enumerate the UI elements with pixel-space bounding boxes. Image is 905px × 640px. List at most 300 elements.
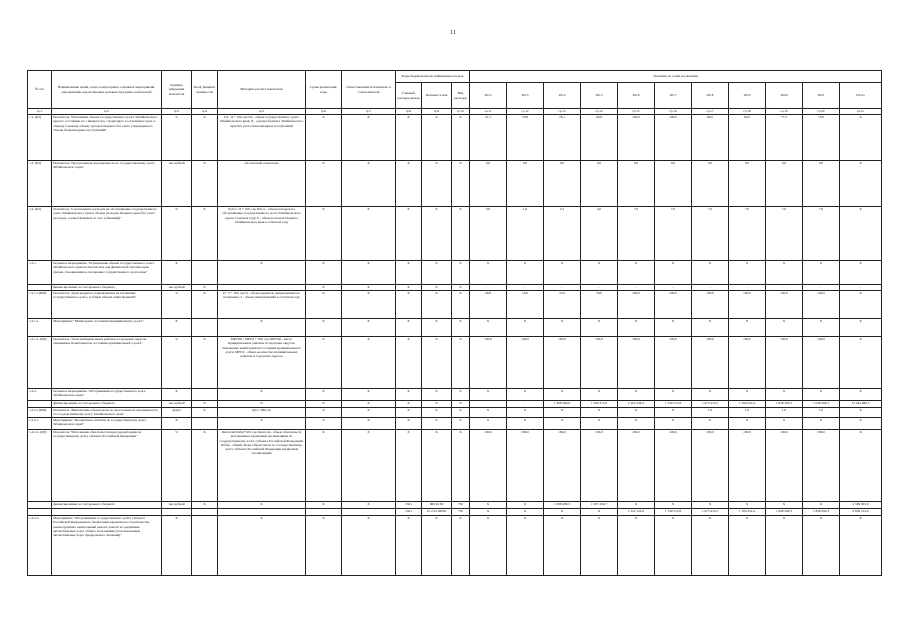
row-value: 100,0 bbox=[729, 337, 766, 389]
row-value: 64,0 bbox=[729, 115, 766, 161]
row-value: 100,0 bbox=[618, 430, 655, 502]
row-value: Х bbox=[692, 261, 729, 285]
row-years: Х bbox=[306, 207, 342, 261]
row-executor: Х bbox=[342, 401, 396, 408]
row-value: Х bbox=[692, 516, 729, 576]
row-code-type: Х bbox=[452, 319, 470, 337]
row-number: 1.1-1(П) bbox=[28, 115, 52, 161]
row-value: Х bbox=[581, 261, 618, 285]
row-value: Х bbox=[507, 261, 544, 285]
column-index: гр.5 bbox=[218, 109, 306, 115]
row-method: МРГОм / МРГО * 100, где МРГОм - число муниципальных районов и городских округов, охваченных мониторингом состояния муниципального долга; МРГО - общее количество муниципальных районов и городских округов bbox=[218, 337, 306, 389]
row-code-target: Х bbox=[422, 337, 452, 389]
row-value: 100,0 bbox=[766, 337, 803, 389]
row-number: 1.2.1-1(ПМ) bbox=[28, 291, 52, 319]
row-value: Х bbox=[655, 389, 692, 401]
table-row bbox=[28, 319, 882, 337]
row-value: Х bbox=[840, 115, 882, 161]
row-value: - bbox=[655, 285, 692, 291]
row-code-target: Х bbox=[422, 161, 452, 207]
row-value: 100,0 bbox=[766, 291, 803, 319]
row-value: Х bbox=[507, 389, 544, 401]
row-executor: Х bbox=[342, 261, 396, 285]
row-years: Х bbox=[306, 161, 342, 207]
table-row bbox=[28, 418, 882, 430]
row-value: Х bbox=[655, 516, 692, 576]
row-code-type: Х bbox=[452, 337, 470, 389]
row-method: Х bbox=[218, 502, 306, 509]
row-unit: тыс.рублей bbox=[162, 161, 192, 207]
row-value: 75,0 bbox=[803, 115, 840, 161]
row-value: Х bbox=[729, 502, 766, 509]
table-row bbox=[28, 161, 882, 207]
row-coef: Х bbox=[192, 161, 218, 207]
row-code-type: Х bbox=[452, 161, 470, 207]
row-name: Показатель "Соотношение расходов на обслуживание государственного долга Забайкальского края к объему расходов бюджета края (без учета расходов, осуществляемых за счет субвенций)" bbox=[52, 207, 162, 261]
row-value: 0,0 bbox=[618, 161, 655, 207]
row-coef: Х bbox=[192, 285, 218, 291]
row-number: 1.2.2.1-1(М) bbox=[28, 430, 52, 502]
row-name bbox=[52, 509, 162, 516]
row-value: 100,0 bbox=[618, 337, 655, 389]
row-value: Х bbox=[729, 389, 766, 401]
row-code-grbs: Х bbox=[396, 285, 422, 291]
table-row bbox=[28, 401, 882, 408]
row-value: Х bbox=[618, 389, 655, 401]
row-code-grbs: Х bbox=[396, 161, 422, 207]
table-row bbox=[28, 430, 882, 502]
row-code-target: Х bbox=[422, 516, 452, 576]
row-number: 1.2-1(П) bbox=[28, 207, 52, 261]
row-years: Х bbox=[306, 291, 342, 319]
column-index: гр.18 bbox=[729, 109, 766, 115]
header-year: 2017 bbox=[655, 83, 692, 109]
row-value: Х bbox=[507, 319, 544, 337]
table-row bbox=[28, 516, 882, 576]
row-value: Х bbox=[581, 418, 618, 430]
column-index: гр.12 bbox=[507, 109, 544, 115]
column-index: гр.3 bbox=[162, 109, 192, 115]
row-code-grbs: Х bbox=[396, 291, 422, 319]
row-executor: Х bbox=[342, 115, 396, 161]
row-value: Х bbox=[655, 261, 692, 285]
header-year: 2021 bbox=[803, 83, 840, 109]
row-value: Х bbox=[840, 207, 882, 261]
row-value: 12 444 686,5 bbox=[840, 401, 882, 408]
column-index: гр.20 bbox=[803, 109, 840, 115]
row-unit: % bbox=[162, 291, 192, 319]
table-row bbox=[28, 408, 882, 418]
row-value: Х bbox=[840, 261, 882, 285]
row-value: 77,3 bbox=[766, 115, 803, 161]
row-value: Х bbox=[766, 516, 803, 576]
row-value: Х bbox=[507, 509, 544, 516]
column-index: гр.17 bbox=[692, 109, 729, 115]
row-number: 1.2.2.2. bbox=[28, 516, 52, 576]
row-code-type: Х bbox=[452, 115, 470, 161]
row-code-target: 01 2 02 06005 bbox=[422, 509, 452, 516]
header-num: № п/п bbox=[28, 71, 52, 109]
row-value: Х bbox=[618, 319, 655, 337]
row-value: Х bbox=[803, 516, 840, 576]
row-executor: Х bbox=[342, 516, 396, 576]
row-code-target: Х bbox=[422, 319, 452, 337]
header-coef: Коэф. фициент значимости bbox=[192, 71, 218, 109]
row-value: 1,6 bbox=[507, 207, 544, 261]
column-index: гр.6 bbox=[306, 109, 342, 115]
row-value: Х bbox=[655, 418, 692, 430]
row-value: Х bbox=[840, 319, 882, 337]
row-value: Х bbox=[840, 418, 882, 430]
header-unit: Единица измерения показателя bbox=[162, 71, 192, 109]
header-values: Значения по годам реализации bbox=[470, 71, 882, 83]
column-index: гр.14 bbox=[581, 109, 618, 115]
row-value: 100,0 bbox=[618, 291, 655, 319]
row-years: Х bbox=[306, 418, 342, 430]
row-name: Показатель "Выполнение обязательств по просроченной задолженности по государственному долгу Забайкальского края" bbox=[52, 408, 162, 418]
header-year: 2013 bbox=[507, 83, 544, 109]
row-code-grbs: Х bbox=[396, 401, 422, 408]
row-value: Х bbox=[544, 516, 581, 576]
row-coef bbox=[192, 389, 218, 401]
row-value: Х bbox=[803, 319, 840, 337]
row-code-target: Х bbox=[422, 207, 452, 261]
row-value: 100,0 bbox=[803, 291, 840, 319]
row-value: Х bbox=[729, 516, 766, 576]
row-years: Х bbox=[306, 430, 342, 502]
row-years: Х bbox=[306, 115, 342, 161]
row-name: Мероприятие "Процентные платежи по государственному долгу Забайкальского края" bbox=[52, 418, 162, 430]
row-value: 100,0 bbox=[803, 430, 840, 502]
row-years bbox=[306, 509, 342, 516]
row-code-grbs: 1301 bbox=[396, 502, 422, 509]
row-value: Х bbox=[507, 418, 544, 430]
row-value: Х bbox=[618, 261, 655, 285]
row-value: 7,0 bbox=[729, 207, 766, 261]
row-code-target: Х bbox=[422, 418, 452, 430]
row-code-grbs: Х bbox=[396, 516, 422, 576]
row-value: 100,0 bbox=[655, 115, 692, 161]
row-method: Х bbox=[218, 401, 306, 408]
row-name: Мероприятие "Мониторинг состояния муниципального долга" bbox=[52, 319, 162, 337]
row-value: Х bbox=[544, 418, 581, 430]
header-year: 2014 bbox=[544, 83, 581, 109]
table-row bbox=[28, 115, 882, 161]
header-year: 2018 bbox=[692, 83, 729, 109]
column-index: гр.16 bbox=[655, 109, 692, 115]
row-value: 1 848 290,3 bbox=[803, 509, 840, 516]
row-method: ГД / Д * 100, где ГД - объем государственного долга Забайкальского края; Д - доходы бюджета Забайкальского края без учета безвозмездных поступлений bbox=[218, 115, 306, 161]
header-years: Сроки реализации, годы bbox=[306, 71, 342, 109]
row-value: - bbox=[840, 285, 882, 291]
row-coef: Х bbox=[192, 408, 218, 418]
row-method: абсолютный показатель bbox=[218, 161, 306, 207]
row-value: 100,0 bbox=[692, 430, 729, 502]
row-coef: Х bbox=[192, 502, 218, 509]
row-code-type: Х bbox=[452, 389, 470, 401]
row-value: 1 298 384,9 bbox=[544, 401, 581, 408]
row-value: Х bbox=[507, 502, 544, 509]
row-name: Мероприятие "Обслуживание государственного долга субъекта Российской Федерации по бюджетным кредитам на строительство, реконструкцию, капитальный ремонт, ремонт и содержание автомобильных дорог общего пользования (за исключением автомобильных дорог федерального значения)" bbox=[52, 516, 162, 576]
row-number: 1.2.2-1(ПМ) bbox=[28, 408, 52, 418]
table-row bbox=[28, 389, 882, 401]
row-name: Показатель "Доля кредитов, направленных на погашение государственного долга, в общем объеме заимствований" bbox=[52, 291, 162, 319]
table-row bbox=[28, 337, 882, 389]
row-unit: Х bbox=[162, 261, 192, 285]
row-value: 70,8 bbox=[507, 115, 544, 161]
row-value: 9 836 124,9 bbox=[840, 509, 882, 516]
row-code-grbs: 1301 bbox=[396, 509, 422, 516]
row-code-target: Х bbox=[422, 408, 452, 418]
row-name: Показатель "Исполнение обязательств перед кредиторами по государственному долгу субъекта Российской Федерации" bbox=[52, 430, 162, 502]
row-value: 1,0 bbox=[729, 408, 766, 418]
row-code-target: Х bbox=[422, 291, 452, 319]
row-value: Х bbox=[470, 319, 507, 337]
row-value: Х bbox=[581, 408, 618, 418]
row-value: Х bbox=[840, 161, 882, 207]
row-number: 1.2.2. bbox=[28, 389, 52, 401]
header-year: Итого bbox=[840, 83, 882, 109]
header-code-sub: Вид расходов bbox=[452, 83, 470, 109]
row-years: Х bbox=[306, 389, 342, 401]
row-value: 80,0 bbox=[692, 115, 729, 161]
row-code-grbs: Х bbox=[396, 418, 422, 430]
row-value: 100,0 bbox=[729, 291, 766, 319]
row-unit: % bbox=[162, 115, 192, 161]
row-coef: Х bbox=[192, 401, 218, 408]
row-years: Х bbox=[306, 319, 342, 337]
row-executor: Х bbox=[342, 418, 396, 430]
column-index: гр.2 bbox=[52, 109, 162, 115]
row-value: Х bbox=[766, 261, 803, 285]
row-value: 0,0 bbox=[507, 161, 544, 207]
row-value: Х bbox=[840, 337, 882, 389]
header-year: 2015 bbox=[581, 83, 618, 109]
table-row bbox=[28, 207, 882, 261]
row-code-grbs: Х bbox=[396, 115, 422, 161]
row-value: 78,0 bbox=[581, 291, 618, 319]
header-year: 2016 bbox=[618, 83, 655, 109]
row-value: Х bbox=[729, 319, 766, 337]
row-name: Основное мероприятие "Ограничение объема государственного долга Забайкальского края на безопасном для финансовой системы края уровне. Своевременное погашение государственного долга края" bbox=[52, 261, 162, 285]
row-value: Х bbox=[766, 319, 803, 337]
row-executor bbox=[342, 509, 396, 516]
row-value: 100,0 bbox=[581, 430, 618, 502]
row-value: 1 048 290,3 bbox=[803, 401, 840, 408]
row-value: Х bbox=[803, 261, 840, 285]
header-method: Методика расчета показателя bbox=[218, 71, 306, 109]
row-unit: % bbox=[162, 430, 192, 502]
row-name: финансирование за счет краевого бюджета bbox=[52, 502, 162, 509]
row-code-type: 730 bbox=[452, 509, 470, 516]
row-code-grbs: Х bbox=[396, 408, 422, 418]
header-code-sub: Целевая статья bbox=[422, 83, 452, 109]
row-value: Х bbox=[470, 502, 507, 509]
row-value: 1 184 452,4 bbox=[729, 509, 766, 516]
row-value: 1,0 bbox=[692, 408, 729, 418]
row-value: 1 184 452,4 bbox=[729, 401, 766, 408]
row-value: 1 673 413,5 bbox=[692, 401, 729, 408]
row-value: Х bbox=[692, 319, 729, 337]
row-method: Х bbox=[218, 418, 306, 430]
row-value: Х bbox=[544, 389, 581, 401]
row-value: 100,0 bbox=[655, 337, 692, 389]
row-value: Х bbox=[840, 408, 882, 418]
row-unit: Х bbox=[162, 418, 192, 430]
row-code-type: Х bbox=[452, 285, 470, 291]
row-value: 0,0 bbox=[544, 161, 581, 207]
header-codes: Коды бюджетной классификации расходов bbox=[396, 71, 470, 83]
header-name: Наименование целей, задач, подпрограмм, основных мероприятий, мероприятий, ведомственных целевых программ, показателей bbox=[52, 71, 162, 109]
row-code-type: Х bbox=[452, 291, 470, 319]
row-method: Дп=1 (Нп=0) bbox=[218, 408, 306, 418]
row-unit: % bbox=[162, 337, 192, 389]
row-years: Х bbox=[306, 261, 342, 285]
row-unit: Х bbox=[162, 389, 192, 401]
row-value: 37,0 bbox=[544, 291, 581, 319]
row-code-grbs: Х bbox=[396, 261, 422, 285]
row-coef bbox=[192, 418, 218, 430]
row-value: Х bbox=[655, 502, 692, 509]
row-value: 1 673 413,5 bbox=[692, 509, 729, 516]
row-value: - bbox=[766, 285, 803, 291]
header-executor: Ответственный исполнитель и соисполнители bbox=[342, 71, 396, 109]
row-number bbox=[28, 401, 52, 408]
row-value: 100,0 bbox=[507, 337, 544, 389]
column-index: гр.7 bbox=[342, 109, 396, 115]
row-value: Х bbox=[544, 509, 581, 516]
column-index: гр.1 bbox=[28, 109, 52, 115]
row-value: Х bbox=[655, 408, 692, 418]
row-value: 100,0 bbox=[470, 430, 507, 502]
row-value: Х bbox=[470, 389, 507, 401]
header-year: 2012 bbox=[470, 83, 507, 109]
row-years: Х bbox=[306, 401, 342, 408]
row-name: Показатель "Просроченная задолженность по государственному долгу Забайкальского края" bbox=[52, 161, 162, 207]
row-code-grbs: Х bbox=[396, 430, 422, 502]
row-coef: Х bbox=[192, 430, 218, 502]
row-value: Х bbox=[581, 389, 618, 401]
row-value: Х bbox=[470, 408, 507, 418]
row-method: Х bbox=[218, 516, 306, 576]
row-unit: да/нет bbox=[162, 408, 192, 418]
row-executor: Х bbox=[342, 430, 396, 502]
row-value: 0,0 bbox=[766, 161, 803, 207]
row-unit: Х bbox=[162, 319, 192, 337]
row-code-grbs: Х bbox=[396, 389, 422, 401]
row-value: - bbox=[470, 285, 507, 291]
row-value: Х bbox=[470, 516, 507, 576]
row-code-type: Х bbox=[452, 408, 470, 418]
row-code-grbs: Х bbox=[396, 207, 422, 261]
row-value: Х bbox=[581, 509, 618, 516]
row-value: 1 507 454,7 bbox=[581, 502, 618, 509]
row-coef bbox=[192, 516, 218, 576]
column-index: гр.9 bbox=[422, 109, 452, 115]
row-value: Х bbox=[692, 502, 729, 509]
row-code-grbs: Х bbox=[396, 337, 422, 389]
row-value: Х bbox=[840, 389, 882, 401]
row-coef: Х bbox=[192, 207, 218, 261]
row-value: Х bbox=[507, 516, 544, 576]
row-value: - bbox=[544, 285, 581, 291]
row-value: 100,0 bbox=[729, 430, 766, 502]
row-value: 16,9 bbox=[507, 291, 544, 319]
row-code-target: Х bbox=[422, 285, 452, 291]
row-value: 1,0 bbox=[803, 408, 840, 418]
row-value: 2,3 bbox=[544, 207, 581, 261]
row-method: Х bbox=[218, 261, 306, 285]
row-value: 1 749 515,8 bbox=[655, 509, 692, 516]
row-number: 1.2.1. bbox=[28, 261, 52, 285]
row-code-target: Х bbox=[422, 261, 452, 285]
row-value: 40,8 bbox=[470, 291, 507, 319]
row-value: 0,0 bbox=[655, 161, 692, 207]
row-value: 100,0 bbox=[544, 337, 581, 389]
row-executor: Х bbox=[342, 408, 396, 418]
row-name: финансирование за счет краевого бюджета bbox=[52, 401, 162, 408]
row-value: 4,0 bbox=[581, 207, 618, 261]
table-row bbox=[28, 509, 882, 516]
row-value: Х bbox=[692, 389, 729, 401]
row-value: 0,0 bbox=[470, 161, 507, 207]
row-executor: Х bbox=[342, 161, 396, 207]
row-method: Х bbox=[218, 389, 306, 401]
row-value: 1 749 515,8 bbox=[655, 401, 692, 408]
row-value: 47,1 bbox=[470, 115, 507, 161]
row-value: - bbox=[803, 285, 840, 291]
row-years: Х bbox=[306, 516, 342, 576]
row-code-target: Х bbox=[422, 389, 452, 401]
row-executor: Х bbox=[342, 207, 396, 261]
column-index: гр.19 bbox=[766, 109, 803, 115]
row-name: Показатель "Отношение объема государственного долга Забайкальского края по состоянию на 1 января года, следующего за отчетным годом, к общему годовому объему доходов бюджета без учета утвержденного объема безвозмездных поступлений" bbox=[52, 115, 162, 161]
row-value: 0,0 bbox=[729, 161, 766, 207]
row-value: Х bbox=[544, 408, 581, 418]
row-value: - bbox=[470, 401, 507, 408]
row-code-type: Х bbox=[452, 401, 470, 408]
row-value: 90,9 bbox=[581, 115, 618, 161]
row-value: 7,0 bbox=[655, 207, 692, 261]
row-value: 100,0 bbox=[581, 337, 618, 389]
row-code-type: Х bbox=[452, 418, 470, 430]
row-value: Х bbox=[766, 389, 803, 401]
row-value: - bbox=[729, 285, 766, 291]
row-executor: Х bbox=[342, 319, 396, 337]
row-value: Х bbox=[692, 418, 729, 430]
row-code-type: Х bbox=[452, 261, 470, 285]
page-number: 11 bbox=[450, 30, 456, 36]
row-unit: % bbox=[162, 207, 192, 261]
row-value: Х bbox=[581, 319, 618, 337]
row-value: 0,9 bbox=[470, 207, 507, 261]
row-value: Х bbox=[803, 418, 840, 430]
row-method: Х bbox=[218, 319, 306, 337]
row-value: Х bbox=[618, 418, 655, 430]
row-value: Х bbox=[470, 509, 507, 516]
table-row bbox=[28, 291, 882, 319]
table-row bbox=[28, 261, 882, 285]
row-value: 0,0 bbox=[803, 161, 840, 207]
column-index: гр.15 bbox=[618, 109, 655, 115]
row-value: 1,0 bbox=[766, 408, 803, 418]
row-unit: тыс.рублей bbox=[162, 285, 192, 291]
column-index: гр.10 bbox=[452, 109, 470, 115]
row-unit: тыс.рублей bbox=[162, 502, 192, 509]
row-method: П / З * 100, где П - объем кредитов, направленных на погашение; З - объем заимствований в отчетном году bbox=[218, 291, 306, 319]
row-unit: тыс.рублей bbox=[162, 401, 192, 408]
column-index: гр.11 bbox=[470, 109, 507, 115]
